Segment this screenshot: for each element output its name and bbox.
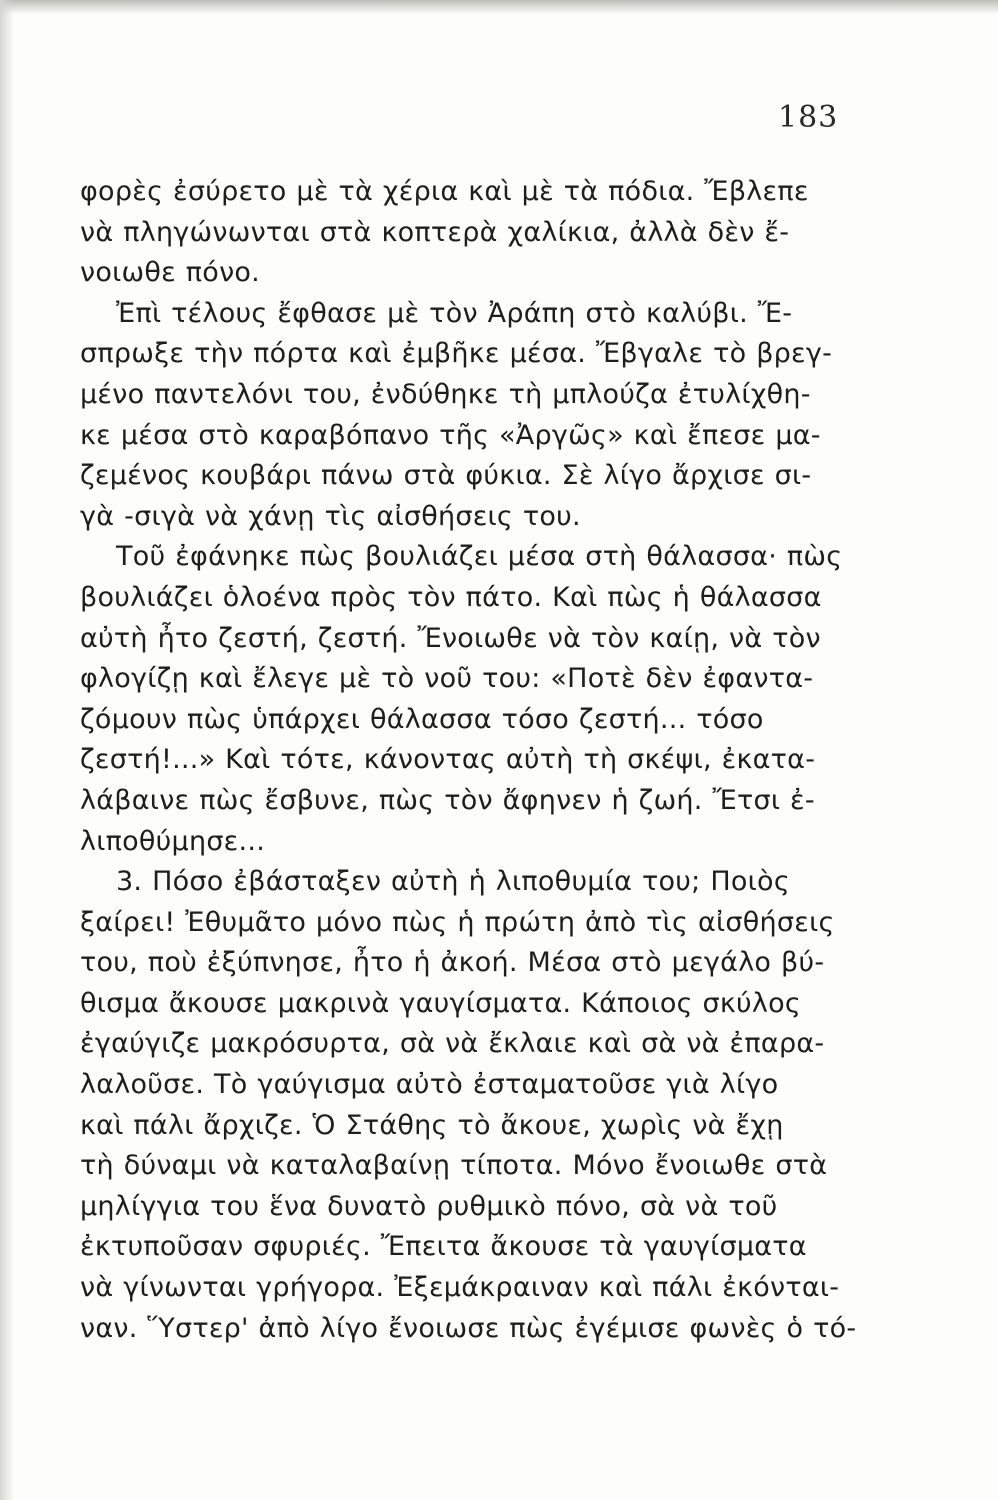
text-line: βουλιάζει ὁλοένα πρὸς τὸν πάτο. Καὶ πὼς ἡ θάλασσα (80, 581, 822, 613)
text-line: νὰ πληγώνωνται στὰ κοπτερὰ χαλίκια, ἀλλὰ δὲν ἔ- (80, 216, 790, 248)
text-line: καὶ πάλι ἄρχιζε. Ὁ Στάθης τὸ ἄκουε, χωρὶς νὰ ἔχῃ (80, 1109, 784, 1141)
text-line: Τοῦ ἐφάνηκε πὼς βουλιάζει μέσα στὴ θάλασσα· πὼς (116, 541, 843, 573)
text-line: ζόμουν πὼς ὑπάρχει θάλασσα τόσο ζεστή... τόσο (80, 703, 764, 735)
text-line: ἐγαύγιζε μακρόσυρτα, σὰ νὰ ἔκλαιε καὶ σὰ νὰ ἐπαρα- (80, 1028, 825, 1060)
text-line: ξαίρει! Ἐθυμᾶτο μόνο πὼς ἡ πρώτη ἀπὸ τὶς αἰσθήσεις (80, 906, 835, 938)
text-line: κε μέσα στὸ καραβόπανο τῆς «Ἀργῶς» καὶ ἔπεσε μα- (80, 419, 821, 451)
text-line: ζεμένος κουβάρι πάνω στὰ φύκια. Σὲ λίγο ἄρχισε σι- (80, 460, 812, 492)
page-number: 183 (778, 100, 839, 135)
text-line: μηλίγγια του ἕνα δυνατὸ ρυθμικὸ πόνο, σὰ νὰ τοῦ (80, 1190, 778, 1222)
text-line: σπρωξε τὴν πόρτα καὶ ἐμβῆκε μέσα. Ἔβγαλε τὸ βρεγ- (80, 338, 833, 370)
text-line: μένο παντελόνι του, ἐνδύθηκε τὴ μπλούζα ἐτυλίχθη- (80, 378, 811, 410)
text-line: φλογίζῃ καὶ ἔλεγε μὲ τὸ νοῦ του: «Ποτὲ δὲν ἐφαντα- (80, 663, 814, 695)
text-line: νοιωθε πόνο. (80, 257, 261, 289)
text-line: λάβαινε πὼς ἔσβυνε, πὼς τὸν ἄφηνεν ἡ ζωή. Ἔτσι ἐ- (80, 784, 815, 816)
text-line: λιποθύμησε... (80, 825, 266, 857)
text-line: γὰ -σιγὰ νὰ χάνῃ τὶς αἰσθήσεις του. (80, 500, 581, 532)
text-line: νὰ γίνωνται γρήγορα. Ἐξεμάκραιναν καὶ πάλι ἐκόνται- (80, 1272, 840, 1304)
text-line: του, ποὺ ἐξύπνησε, ἦτο ἡ ἀκοή. Μέσα στὸ μεγάλο βύ- (80, 947, 825, 979)
body-text (80, 172, 885, 1349)
text-line: 3. Πόσο ἐβάσταξεν αὐτὴ ἡ λιποθυμία του; Ποιὸς (116, 866, 790, 898)
scan-shadow-left (0, 0, 14, 1500)
text-line: ναν. Ὕστερ' ἀπὸ λίγο ἔνοιωσε πὼς ἐγέμισε φωνὲς ὁ τό- (80, 1312, 857, 1344)
text-line: λαλοῦσε. Τὸ γαύγισμα αὐτὸ ἐσταματοῦσε γιὰ λίγο (80, 1069, 779, 1101)
text-line: θισμα ἄκουσε μακρινὰ γαυγίσματα. Κάποιος σκύλος (80, 987, 802, 1019)
text-line: ἐκτυποῦσαν σφυριές. Ἔπειτα ἄκουσε τὰ γαυγίσματα (80, 1231, 807, 1263)
text-line: Ἐπὶ τέλους ἔφθασε μὲ τὸν Ἀράπη στὸ καλύβι. Ἔ- (116, 297, 793, 329)
text-line: τὴ δύναμι νὰ καταλαβαίνῃ τίποτα. Μόνο ἔνοιωθε στὰ (80, 1150, 828, 1182)
scan-shadow-top (0, 0, 998, 14)
text-line: φορὲς ἐσύρετο μὲ τὰ χέρια καὶ μὲ τὰ πόδια. Ἔβλεπε (80, 176, 809, 207)
text-line: αὐτὴ ἦτο ζεστή, ζεστή. Ἔνοιωθε νὰ τὸν καίῃ, νὰ τὸν (80, 622, 821, 654)
text-line: ζεστή!...» Καὶ τότε, κάνοντας αὐτὴ τὴ σκέψι, ἐκατα- (80, 744, 816, 776)
